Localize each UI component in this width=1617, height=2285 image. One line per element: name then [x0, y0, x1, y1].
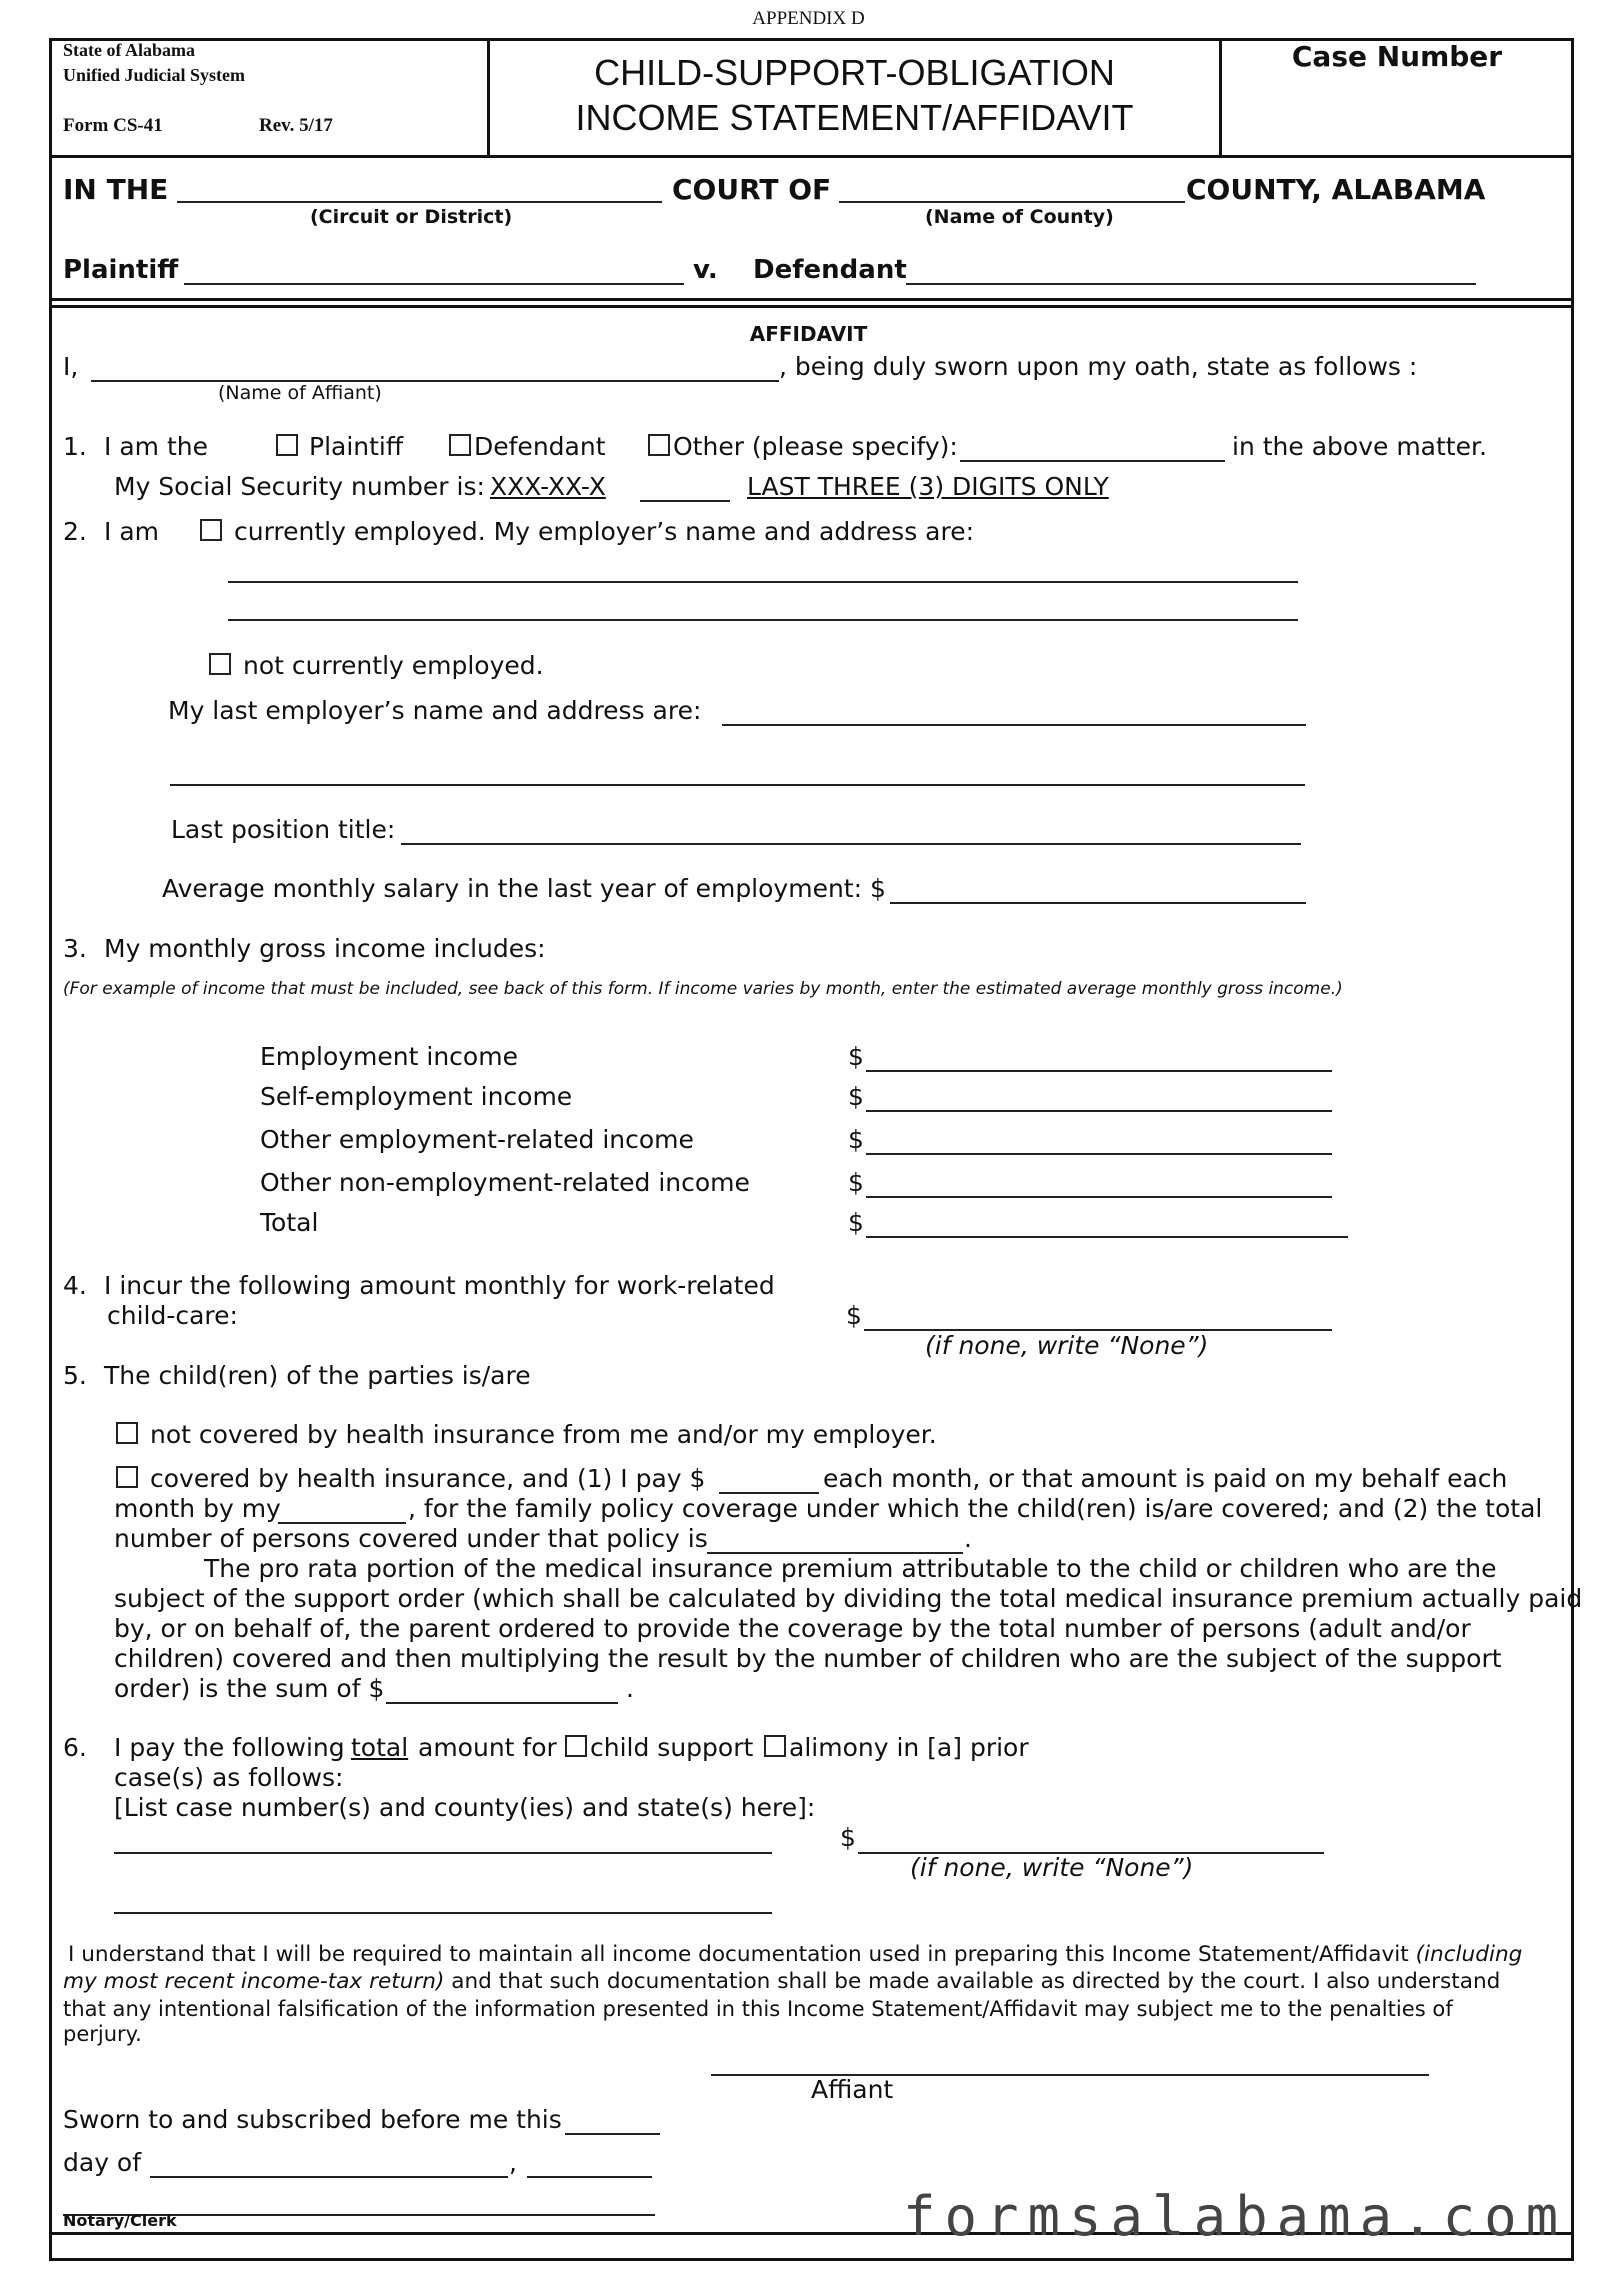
above-matter-text: in the above matter. — [1232, 432, 1487, 461]
income-row-self-employment: Self-employment income — [260, 1082, 573, 1111]
prior-support-dollar: $ — [840, 1823, 856, 1852]
child-support-checkbox[interactable] — [565, 1735, 587, 1757]
employer-line2-field[interactable] — [228, 593, 1298, 621]
county-field[interactable] — [839, 175, 1185, 203]
income-dollar-5: $ — [848, 1208, 864, 1237]
income-row-other-non-employment: Other non-employment-related income — [260, 1168, 750, 1197]
pro-rata-line5: order) is the sum of $ — [114, 1674, 385, 1703]
self-employment-income-field[interactable] — [866, 1084, 1332, 1112]
last-employer-line2-field[interactable] — [170, 758, 1305, 786]
prior-cases-line1-field[interactable] — [114, 1826, 772, 1854]
item1-text: I am the — [104, 432, 208, 461]
item3-number: 3. — [63, 934, 87, 963]
affiant-name-hint: (Name of Affiant) — [218, 382, 382, 404]
understand-line1-italic: (including — [1415, 1942, 1523, 1967]
other-employment-income-field[interactable] — [866, 1127, 1332, 1155]
other-non-employment-income-field[interactable] — [866, 1170, 1332, 1198]
item2-i-am: I am — [104, 517, 159, 546]
sworn-month-field[interactable] — [150, 2150, 508, 2178]
court-divider-2 — [49, 305, 1574, 308]
last-position-label: Last position title: — [171, 815, 396, 844]
defendant-label: Defendant — [753, 255, 907, 285]
understand-line2 — [63, 1969, 1500, 1994]
other-option-label: Other (please specify): — [673, 432, 958, 461]
item1-number: 1. — [63, 432, 87, 461]
versus-label: v. — [693, 255, 718, 285]
understand-line3: that any intentional falsification of the information presented in this Income Statement/Affidavit may subject me to the penalties of — [63, 1996, 1453, 2021]
avg-salary-field[interactable] — [890, 876, 1306, 904]
income-row-other-employment: Other employment-related income — [260, 1125, 694, 1154]
covered-text-f: . — [964, 1524, 972, 1553]
item6-text-b: amount for — [418, 1733, 557, 1762]
paid-by-field[interactable] — [278, 1496, 406, 1524]
income-dollar-4: $ — [848, 1168, 864, 1197]
not-covered-label: not covered by health insurance from me and/or my employer. — [150, 1420, 937, 1449]
understand-line1-text: I understand that I will be required to maintain all income documentation used in preparing this Income Statement/Affidavit — [68, 1942, 1409, 1967]
plaintiff-field[interactable] — [184, 257, 684, 285]
plaintiff-label: Plaintiff — [63, 255, 179, 285]
income-row-employment: Employment income — [260, 1042, 518, 1071]
appendix-label: APPENDIX D — [752, 8, 865, 29]
ssn-label: My Social Security number is: — [114, 472, 485, 501]
date-comma: , — [509, 2148, 517, 2177]
employer-line1-field[interactable] — [228, 555, 1298, 583]
day-of-label: day of — [63, 2148, 142, 2177]
form-title-line1: CHILD-SUPPORT-OBLIGATION — [594, 52, 1115, 93]
covered-text-b: each month, or that amount is paid on my behalf each — [823, 1464, 1508, 1493]
item5-number: 5. — [63, 1361, 87, 1390]
item6-number: 6. — [63, 1733, 87, 1762]
header-divider — [49, 155, 1574, 158]
county-name-hint: (Name of County) — [925, 206, 1114, 228]
form-title-line2: INCOME STATEMENT/AFFIDAVIT — [575, 97, 1134, 138]
affiant-signature-field[interactable] — [711, 2048, 1429, 2076]
covered-checkbox[interactable] — [116, 1466, 138, 1488]
childcare-amount-field[interactable] — [864, 1303, 1332, 1331]
avg-salary-label: Average monthly salary in the last year of employment: $ — [162, 874, 886, 903]
child-support-label: child support — [590, 1733, 754, 1762]
income-dollar-1: $ — [848, 1042, 864, 1071]
court-of-label: COURT OF — [672, 173, 832, 206]
not-employed-checkbox[interactable] — [209, 653, 231, 675]
circuit-district-hint: (Circuit or District) — [310, 206, 513, 228]
plaintiff-checkbox[interactable] — [276, 434, 298, 456]
premium-amount-field[interactable] — [719, 1466, 819, 1494]
covered-text-a: covered by health insurance, and (1) I pay $ — [150, 1464, 706, 1493]
defendant-field[interactable] — [906, 257, 1476, 285]
form-revision: Rev. 5/17 — [259, 115, 333, 136]
income-dollar-3: $ — [848, 1125, 864, 1154]
affiant-label: Affiant — [811, 2075, 894, 2104]
item3-note: (For example of income that must be included, see back of this form. If income varies by month, enter the estimated average monthly gross income.) — [63, 979, 1343, 999]
covered-text-e: number of persons covered under that policy is — [114, 1524, 708, 1553]
last-employer-label: My last employer’s name and address are: — [168, 696, 702, 725]
plaintiff-option-label: Plaintiff — [309, 432, 404, 461]
pro-rata-line2: subject of the support order (which shall be calculated by dividing the total medical insurance premium actually paid — [114, 1584, 1583, 1613]
sworn-before-label: Sworn to and subscribed before me this — [63, 2105, 562, 2134]
notary-clerk-label: Notary/Clerk — [63, 2211, 177, 2230]
alimony-label: alimony in [a] prior — [789, 1733, 1029, 1762]
affiant-name-field[interactable] — [91, 354, 779, 382]
prior-cases-line2-field[interactable] — [114, 1886, 772, 1914]
agency-line1: State of Alabama — [63, 40, 195, 60]
sworn-day-field[interactable] — [565, 2107, 660, 2135]
covered-text-c: month by my — [114, 1494, 281, 1523]
county-alabama-label: COUNTY, ALABAMA — [1186, 173, 1486, 206]
ssn-last-digits-field[interactable] — [640, 474, 730, 502]
sworn-statement: , being duly sworn upon my oath, state as follows : — [779, 352, 1418, 381]
not-covered-checkbox[interactable] — [116, 1422, 138, 1444]
ssn-mask: XXX-XX-X — [490, 472, 606, 501]
currently-employed-checkbox[interactable] — [200, 519, 222, 541]
affiant-i-label: I, — [63, 352, 79, 381]
pro-rata-line1: The pro rata portion of the medical insurance premium attributable to the child or children who are the — [204, 1554, 1497, 1583]
understand-line4: perjury. — [63, 2022, 142, 2046]
income-row-total: Total — [260, 1208, 319, 1237]
item6-text-a: I pay the following — [114, 1733, 345, 1762]
understand-line2-text: and that such documentation shall be made available as directed by the court. I also understand — [451, 1969, 1501, 1994]
understand-line1 — [68, 1942, 1522, 1967]
item6-total: total — [351, 1733, 409, 1762]
item4-line1: I incur the following amount monthly for work-related — [104, 1271, 775, 1300]
in-the-label: IN THE — [63, 173, 169, 206]
other-checkbox[interactable] — [648, 434, 670, 456]
item2-number: 2. — [63, 517, 87, 546]
currently-employed-label: currently employed. My employer’s name and address are: — [234, 517, 975, 546]
item6-line2: case(s) as follows: — [114, 1763, 344, 1792]
form-number: Form CS-41 — [63, 115, 163, 136]
last-position-field[interactable] — [401, 817, 1301, 845]
last-employer-line1-field[interactable] — [722, 698, 1306, 726]
item4-line2: child-care: — [107, 1301, 238, 1330]
defendant-checkbox[interactable] — [449, 434, 471, 456]
court-type-field[interactable] — [177, 175, 662, 203]
pro-rata-line3: by, or on behalf of, the parent ordered to provide the coverage by the total number of persons (adult and/or — [114, 1614, 1471, 1643]
prior-support-amount-field[interactable] — [858, 1826, 1324, 1854]
pro-rata-end: . — [626, 1674, 634, 1703]
ssn-note: LAST THREE (3) DIGITS ONLY — [747, 472, 1109, 501]
defendant-option-label: Defendant — [474, 432, 606, 461]
case-number-field[interactable] — [1232, 84, 1566, 146]
pro-rata-sum-field[interactable] — [386, 1676, 618, 1704]
pro-rata-line4: children) covered and then multiplying the result by the number of children who are the subject of the support — [114, 1644, 1502, 1673]
not-employed-label: not currently employed. — [243, 651, 544, 680]
watermark-text: formsalabama.com — [903, 2185, 1568, 2248]
childcare-dollar: $ — [846, 1301, 862, 1330]
childcare-none-hint: (if none, write “None”) — [925, 1331, 1209, 1360]
employment-income-field[interactable] — [866, 1044, 1332, 1072]
affidavit-heading: AFFIDAVIT — [749, 322, 868, 346]
item6-line3: [List case number(s) and county(ies) and state(s) here]: — [114, 1793, 816, 1822]
case-number-label: Case Number — [1291, 40, 1503, 73]
item3-text: My monthly gross income includes: — [104, 934, 546, 963]
covered-text-d: , for the family policy coverage under which the child(ren) is/are covered; and (2) the total — [408, 1494, 1543, 1523]
item4-number: 4. — [63, 1271, 87, 1300]
other-specify-field[interactable] — [960, 434, 1225, 462]
persons-covered-field[interactable] — [707, 1526, 963, 1554]
total-income-field[interactable] — [866, 1210, 1348, 1238]
income-dollar-2: $ — [848, 1082, 864, 1111]
sworn-year-field[interactable] — [527, 2150, 652, 2178]
item5-text: The child(ren) of the parties is/are — [104, 1361, 531, 1390]
prior-support-none-hint: (if none, write “None”) — [910, 1853, 1194, 1882]
court-divider-1 — [49, 298, 1574, 301]
alimony-checkbox[interactable] — [764, 1735, 786, 1757]
agency-line2: Unified Judicial System — [63, 65, 246, 85]
understand-line2-italic: my most recent income-tax return) — [63, 1969, 445, 1994]
